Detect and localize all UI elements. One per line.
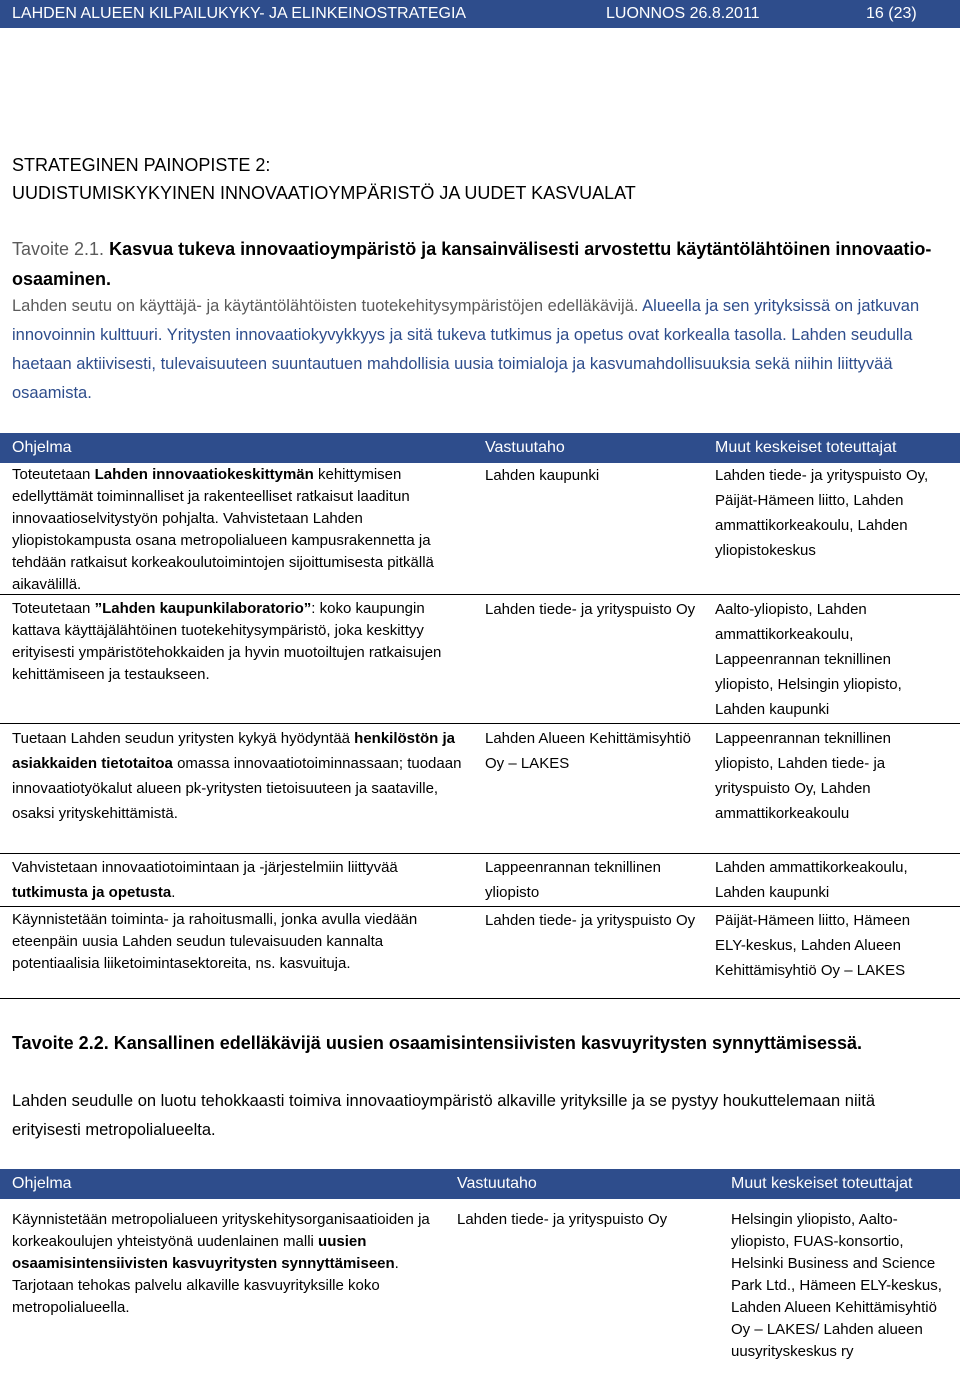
column-header-responsible: Vastuutaho: [457, 1175, 537, 1192]
table-2-header: [0, 1169, 960, 1199]
column-header-responsible: Vastuutaho: [485, 439, 565, 456]
goal-2-1-description: [12, 292, 947, 408]
table-1-row-2-responsible: Lahden tiede- ja yrityspuisto Oy: [485, 601, 696, 618]
program-text: kehittymisen edellyttämät toiminnalliset ja rakenteelliset ratkaisut laaditun innovaatioselvitystyön pohjalta. Vahvistetaan Lahden yliopistokampusta osana metropolialueen kampusrakennetta ja tehdään ratkaisut korkeakoulutoimintojen sijoittumisesta pitkällä aikavälillä.: [12, 466, 434, 593]
table-1-row-4-responsible: Lappeenrannan teknillinen yliopisto: [485, 859, 661, 901]
row-divider: [0, 906, 960, 907]
table-1-row-1-others: Lahden tiede- ja yrityspuisto Oy, Päijät-Hämeen liitto, Lahden ammattikorkeakoulu, Lahden yliopistokeskus: [715, 467, 929, 559]
program-highlight: uusien osaamisintensiivisten kasvuyritysten synnyttämiseen: [12, 1233, 395, 1272]
table-1-row-2-program: [12, 598, 472, 686]
program-highlight: tutkimusta ja opetusta: [12, 884, 172, 901]
table-2-row-1-others: Helsingin yliopisto, Aalto-yliopisto, FUAS-konsortio, Helsinki Business and Science Park Ltd., Hämeen ELY-keskus, Lahden Alueen Kehittämisyhtiö Oy – LAKES/ Lahden alueen uusyrityskeskus ry: [731, 1211, 942, 1360]
program-text: omassa innovaatiotoiminnassaan; tuodaan innovaatiotyökalut alueen pk-yritysten tietoisuuteen ja saataville, osaksi yrityskehittämistä.: [12, 755, 462, 822]
program-text: Tuetaan Lahden seudun yritysten kykyä hyödyntää: [12, 730, 355, 747]
table-1-row-4-program: [12, 855, 472, 905]
goal-2-2-description: Lahden seudulle on luotu tehokkaasti toimiva innovaatioympäristö alkaville yrityksille ja se pystyy houkuttelemaan niitä erityisesti metropolialueelta.: [12, 1092, 876, 1139]
goal-2-1-desc-d: Lahden seudulla haetaan aktiivisesti, tulevaisuuteen suuntautuen mahdollisia uusia toimialoja ja kasvumahdollisuuksia sekä niihin liittyvää osaamista.: [12, 326, 913, 402]
program-text: Käynnistetään metropolialueen yrityskehitysorganisaatioiden ja korkeakoulujen yhteistyönä uudenlainen malli: [12, 1211, 430, 1250]
program-text: Vahvistetaan innovaatiotoimintaan ja -järjestelmiin liittyvää: [12, 859, 398, 876]
table-1-row-1-program: [12, 464, 472, 596]
goal-2-1-desc-a: Lahden seutu on käyttäjä- ja käytäntölähtöisten tuotekehitysympäristöjen edelläkävijä.: [12, 297, 639, 315]
column-header-program: Ohjelma: [12, 1175, 72, 1192]
table-1-row-5-responsible: Lahden tiede- ja yrityspuisto Oy: [485, 912, 696, 929]
program-highlight: ”Lahden kaupunkilaboratorio”: [94, 600, 312, 617]
program-text: : koko kaupungin kattava käyttäjälähtöinen tuotekehitysympäristö, joka keskittyy erityisesti ympäristötehokkaiden ja hyvin muotoiltujen ratkaisujen kehittämiseen ja testaukseen.: [12, 600, 442, 683]
goal-2-2-title: Tavoite 2.2. Kansallinen edelläkävijä uusien osaamisintensiivisten kasvuyritysten synnyttämisessä.: [12, 1033, 863, 1053]
table-1-row-1-responsible: Lahden kaupunki: [485, 467, 600, 484]
table-1-row-3-responsible: Lahden Alueen Kehittämisyhtiö Oy – LAKES: [485, 730, 691, 772]
row-divider: [0, 998, 960, 999]
draft-date: LUONNOS 26.8.2011: [606, 5, 760, 22]
goal-2-1-desc-b: Alueella ja sen yrityksissä on jatkuvan innovoinnin kulttuuri.: [12, 297, 920, 344]
program-text: Toteutetaan: [12, 466, 95, 483]
column-header-program: Ohjelma: [12, 439, 72, 456]
table-1-row-5-others: Päijät-Hämeen liitto, Hämeen ELY-keskus, Lahden Alueen Kehittämisyhtiö Oy – LAKES: [715, 912, 911, 979]
row-divider: [0, 853, 960, 854]
strategy-heading-line2: UUDISTUMISKYKYINEN INNOVAATIOYMPÄRISTÖ JA UUDET KASVUALAT: [12, 183, 636, 203]
page-number: 16 (23): [866, 5, 917, 22]
program-highlight: Lahden innovaatiokeskittymän: [94, 466, 314, 483]
strategy-heading-line1: STRATEGINEN PAINOPISTE 2:: [12, 155, 271, 175]
table-1-header: [0, 433, 960, 463]
column-header-others: Muut keskeiset toteuttajat: [715, 439, 897, 456]
goal-2-1-desc-c: Yritysten innovaatiokyvykkyys ja sitä tukeva tutkimus ja opetus ovat korkealla tasolla.: [166, 326, 787, 344]
row-divider: [0, 723, 960, 724]
program-text: Toteutetaan: [12, 600, 95, 617]
table-1-row-4-others: Lahden ammattikorkeakoulu, Lahden kaupunki: [715, 859, 908, 901]
table-1-row-3-program: [12, 726, 472, 826]
table-1-row-3-others: Lappeenrannan teknillinen yliopisto, Lahden tiede- ja yrityspuisto Oy, Lahden ammattikorkeakoulu: [715, 730, 891, 822]
table-2-row-1-responsible: Lahden tiede- ja yrityspuisto Oy: [457, 1211, 668, 1228]
goal-2-1-title-text: Kasvua tukeva innovaatioympäristö ja kansainvälisesti arvostettu käytäntölähtöinen innovaatio-osaaminen.: [12, 239, 932, 289]
program-highlight: henkilöstön ja asiakkaiden tietotaitoa: [12, 730, 456, 772]
program-text: .: [171, 884, 176, 901]
goal-2-1-number: Tavoite 2.1.: [12, 239, 105, 259]
table-1-row-5-program: Käynnistetään toiminta- ja rahoitusmalli, jonka avulla viedään eteenpäin uusia Lahden seudun tulevaisuuden kannalta potentiaalisia liiketoimintasektoreita, ns. kasvuituja.: [12, 911, 418, 972]
program-text: . Tarjotaan tehokas palvelu alkaville kasvuyrityksille koko metropolialueella.: [12, 1255, 399, 1316]
strategy-heading: [12, 151, 636, 207]
table-2-row-1-program: [12, 1209, 437, 1319]
document-header: [0, 0, 960, 28]
column-header-others: Muut keskeiset toteuttajat: [731, 1175, 913, 1192]
row-divider: [0, 594, 960, 595]
goal-2-1-title: [12, 234, 947, 294]
document-title: LAHDEN ALUEEN KILPAILUKYKY- JA ELINKEINOSTRATEGIA: [12, 5, 467, 22]
table-1-row-2-others: Aalto-yliopisto, Lahden ammattikorkeakoulu, Lappeenrannan teknillinen yliopisto, Helsingin yliopisto, Lahden kaupunki: [715, 601, 902, 718]
